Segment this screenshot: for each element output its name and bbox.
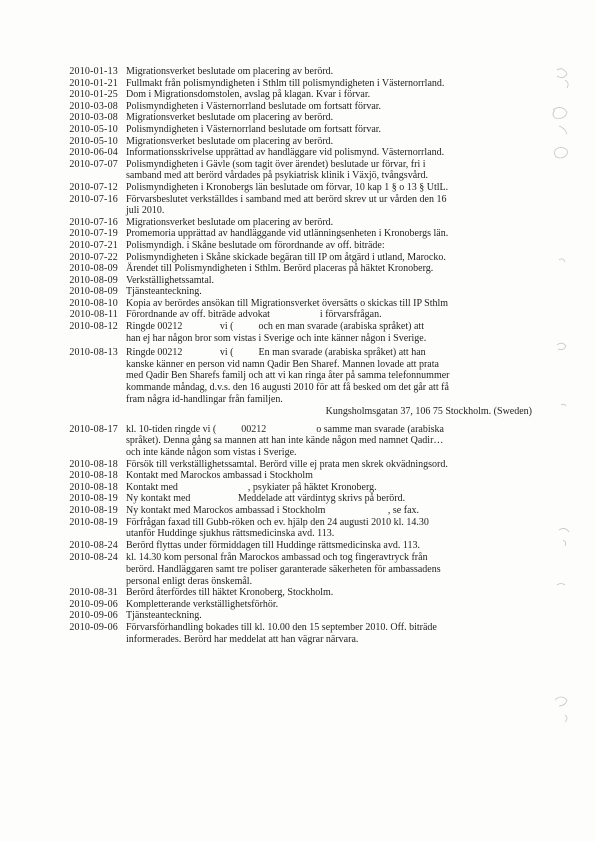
entry-date: 2010-07-16 xyxy=(69,216,118,228)
entry-date: 2010-08-18 xyxy=(69,470,118,482)
entry-text: kl. 14.30 kom personal från Marockos ambassad och tog fingeravtryck från berörd. Handläggaren samt tre poliser garanterade säkerheten för ambassadens personal enligt deras önskemål. xyxy=(126,552,441,587)
log-entry xyxy=(52,459,532,471)
log-entry xyxy=(52,587,532,599)
entry-text: Ärendet till Polismyndigheten i Sthlm. Berörd placeras på häktet Kronoberg. xyxy=(126,263,434,275)
entry-date: 2010-01-13 xyxy=(69,66,118,77)
entry-date: 2010-08-31 xyxy=(69,587,118,599)
entry-text: Migrationsverket beslutade om placering av berörd. xyxy=(126,216,334,228)
log-entry xyxy=(52,159,532,182)
entry-date: 2010-05-10 xyxy=(69,135,118,147)
entry-text: Migrationsverket beslutade om placering av berörd. xyxy=(126,135,334,147)
entry-text: Berörd flyttas under förmiddagen till Huddinge rättsmedicinska avd. 113. xyxy=(126,539,421,551)
entry-text: Kontakt med Marockos ambassad i Stockholm xyxy=(126,470,313,482)
entry-text: Berörd återfördes till häktet Kronoberg, Stockholm. xyxy=(126,587,334,599)
entry-text: Tjänsteanteckning. xyxy=(126,286,202,298)
entry-date: 2010-07-07 xyxy=(69,158,118,170)
log-entry xyxy=(52,112,532,124)
entry-date: 2010-08-10 xyxy=(69,297,118,309)
entry-date: 2010-03-08 xyxy=(69,112,118,124)
log-entry xyxy=(52,347,532,405)
entry-date: 2010-07-21 xyxy=(69,239,118,251)
entry-date: 2010-08-09 xyxy=(69,274,118,286)
entry-date: 2010-07-19 xyxy=(69,228,118,240)
entry-text: Förfrågan faxad till Gubb-röken och ev. hjälp den 24 augusti 2010 kl. 14.30 utanför Huddinge sjukhus rättsmedicinska avd. 113. xyxy=(126,516,429,540)
entry-text: Verkställighetssamtal. xyxy=(126,274,215,286)
address-line: Kungsholmsgatan 37, 106 75 Stockholm. (Sweden) xyxy=(325,406,532,418)
entry-date: 2010-08-11 xyxy=(69,309,118,321)
entry-text: Dom i Migrationsdomstolen, avslag på klagan. Kvar i förvar. xyxy=(126,89,371,101)
entry-text: Kopia av berördes ansökan till Migrationsverket översätts o skickas till IP Sthlm xyxy=(126,297,449,309)
log-entry xyxy=(52,298,532,310)
log-entry xyxy=(52,599,532,611)
entry-text: Ringde 00212 vi ( En man svarade (arabiska språket) att han kanske känner en person vid namn Qadir Ben Sharef. Mannen lovade att prata med Qadir Ben Sharefs familj och att vi kan ringa åter på samma telefonnummer kommande måndag, d.v.s. den 16 augusti 2010 för att få besked om det går att få fram några id-handlingar från familjen. xyxy=(126,347,450,405)
entry-text: Förordnande av off. biträde advokat i förvarsfrågan. xyxy=(126,309,382,321)
log-entry xyxy=(52,482,532,494)
entry-text: Migrationsverket beslutade om placering av berörd. xyxy=(126,66,334,77)
log-entry xyxy=(52,124,532,136)
entry-text: Polismyndigheten i Västernorrland beslutade om fortsatt förvar. xyxy=(126,100,382,112)
entry-text: Informationsskrivelse upprättad av handläggare vid polismynd. Västernorrland. xyxy=(126,147,445,159)
entry-text: Promemoria upprättad av handläggande vid utlänningsenheten i Kronobergs län. xyxy=(126,228,449,240)
case-event-log xyxy=(52,66,532,645)
entry-date: 2010-01-25 xyxy=(69,89,118,101)
log-entry xyxy=(52,406,532,418)
log-entry xyxy=(52,240,532,252)
log-entry xyxy=(52,263,532,275)
entry-text: Kontakt med , psykiater på häktet Kronoberg. xyxy=(126,481,377,493)
entry-date: 2010-06-04 xyxy=(69,147,118,159)
entry-text: Förvarsförhandling bokades till kl. 10.00 den 15 september 2010. Off. biträde informerades. Berörd har meddelat att han vägrar närvara. xyxy=(126,621,437,645)
entry-date: 2010-07-22 xyxy=(69,251,118,263)
log-entry xyxy=(52,286,532,298)
entry-text: Fullmakt från polismyndigheten i Sthlm till polismyndigheten i Västernorrland. xyxy=(126,77,445,89)
entry-text: Tjänsteanteckning. xyxy=(126,610,202,622)
entry-text: Polismyndigheten i Västernorrland beslutade om fortsatt förvar. xyxy=(126,123,382,135)
log-entry xyxy=(52,101,532,113)
log-entry xyxy=(52,136,532,148)
entry-text: Kompletterande verkställighetsförhör. xyxy=(126,598,279,610)
entry-date: 2010-08-17 xyxy=(69,423,118,435)
entry-date: 2010-08-19 xyxy=(69,493,118,505)
entry-text: Förvarsbeslutet verkställdes i samband med att berörd skrev ut ur vården den 16 juli 2010. xyxy=(126,193,447,217)
entry-date: 2010-07-16 xyxy=(69,193,118,205)
log-entry xyxy=(52,252,532,264)
log-entry xyxy=(52,505,532,517)
entry-text: Försök till verkställighetssamtal. Berörd ville ej prata men skrek okvädningsord. xyxy=(126,458,448,470)
entry-date: 2010-07-12 xyxy=(69,181,118,193)
log-entry xyxy=(52,517,532,540)
log-entry xyxy=(52,147,532,159)
entry-text: Polismyndigheten i Kronobergs län beslutade om förvar, 10 kap 1 § o 13 § UtlL. xyxy=(126,181,449,193)
entry-date: 2010-03-08 xyxy=(69,100,118,112)
log-entry xyxy=(52,228,532,240)
entry-date: 2010-08-13 xyxy=(69,347,118,359)
entry-text: Polismyndigheten i Gävle (som tagit över ärendet) beslutade ur förvar, fri i samband med att berörd vårdades på psykiatrisk klinik i Växjö, tvångsvård. xyxy=(126,158,428,182)
entry-date: 2010-08-19 xyxy=(69,504,118,516)
entry-date: 2010-09-06 xyxy=(69,598,118,610)
entry-date: 2010-08-12 xyxy=(69,321,118,333)
log-entry xyxy=(52,275,532,287)
entry-date: 2010-08-09 xyxy=(69,263,118,275)
entry-text: Migrationsverket beslutade om placering av berörd. xyxy=(126,112,334,124)
entry-text: kl. 10-tiden ringde vi ( 00212 o samme man svarade (arabiska språket). Denna gång sa mannen att han inte kände någon med namnet Qadir… och inte kände någon som vistas i Sverige. xyxy=(126,423,444,458)
entry-date: 2010-08-18 xyxy=(69,458,118,470)
margin-scribbles xyxy=(535,60,595,760)
entry-date: 2010-08-24 xyxy=(69,539,118,551)
entry-date: 2010-08-24 xyxy=(69,552,118,564)
entry-text: Polismyndigh. i Skåne beslutade om förordnande av off. biträde: xyxy=(126,239,385,251)
log-entry xyxy=(52,78,532,90)
log-entry xyxy=(52,182,532,194)
entry-date: 2010-09-06 xyxy=(69,610,118,622)
entry-text: Ny kontakt med Meddelade att värdintyg skrivs på berörd. xyxy=(126,493,406,505)
entry-date: 2010-05-10 xyxy=(69,123,118,135)
log-entry xyxy=(52,493,532,505)
entry-text: Ny kontakt med Marockos ambassad i Stockholm , se fax. xyxy=(126,504,420,516)
log-entry xyxy=(52,470,532,482)
log-entry xyxy=(52,424,532,459)
entry-text: Polismyndigheten i Skåne skickade begäran till IP om åtgärd i utland, Marocko. xyxy=(126,251,446,263)
entry-date: 2010-08-18 xyxy=(69,481,118,493)
entry-date: 2010-08-09 xyxy=(69,286,118,298)
entry-date: 2010-09-06 xyxy=(69,621,118,633)
log-entry xyxy=(52,622,532,645)
entry-date: 2010-01-21 xyxy=(69,77,118,89)
log-entry xyxy=(52,194,532,217)
entry-text: Ringde 00212 vi ( och en man svarade (arabiska språket) att han ej har någon bror som vistas i Sverige och inte känner någon i Sverige. xyxy=(126,321,427,344)
log-entry xyxy=(52,309,532,321)
entry-date: 2010-08-19 xyxy=(69,516,118,528)
log-entry xyxy=(52,217,532,229)
log-entry xyxy=(52,610,532,622)
log-entry xyxy=(52,321,532,344)
log-entry xyxy=(52,552,532,587)
log-entry xyxy=(52,89,532,101)
log-entry xyxy=(52,540,532,552)
log-entry xyxy=(52,66,532,78)
